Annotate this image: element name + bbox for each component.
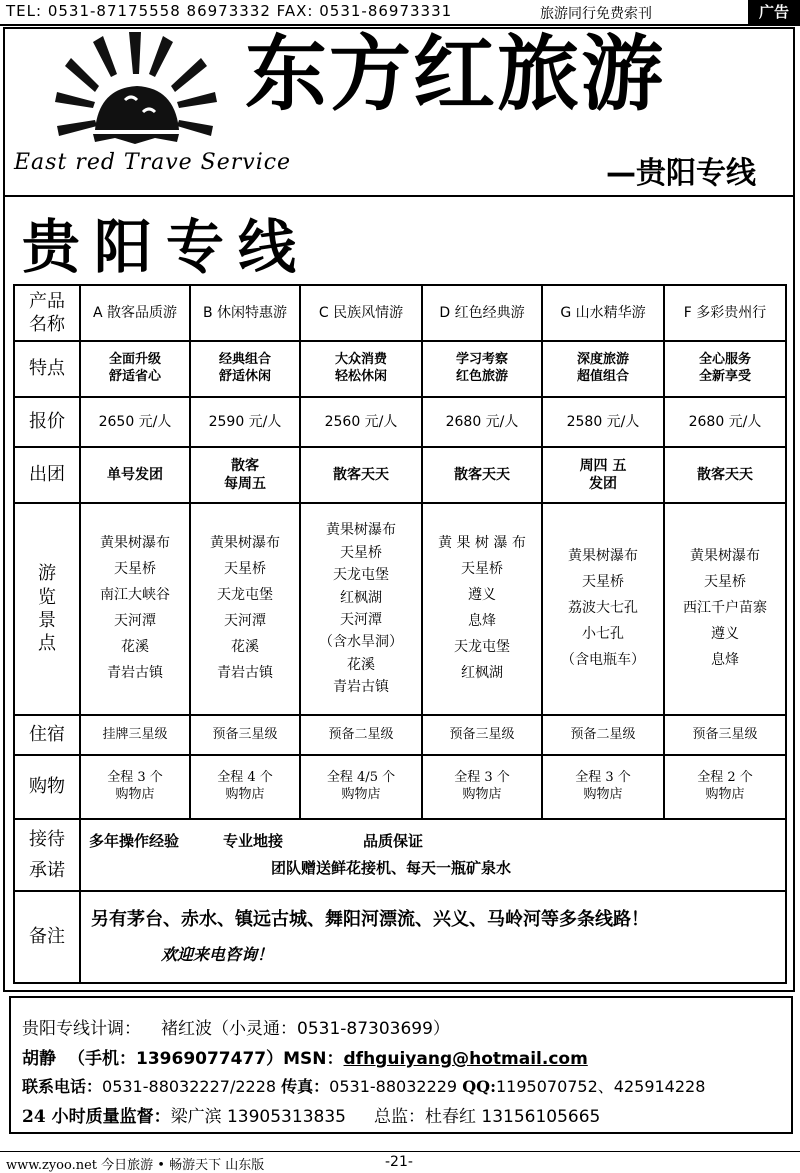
product-stay: 预备二星级	[542, 715, 664, 755]
product-shopping: 全程 3 个 购物店	[422, 755, 542, 819]
product-features: 全面升级 舒适省心	[80, 341, 190, 397]
contact-line-supervision: 24 小时质量监督：梁广滨 13905313835 总监：杜春红 13156105665	[22, 1107, 601, 1127]
product-shopping: 全程 3 个 购物店	[80, 755, 190, 819]
top-tagline: 旅游同行免费索刊	[540, 6, 652, 22]
route-table	[13, 284, 787, 984]
product-features: 大众消费 轻松休闲	[300, 341, 422, 397]
product-name-f: F 多彩贵州行	[664, 285, 786, 341]
product-name-c: C 民族风情游	[300, 285, 422, 341]
product-departure: 散客天天	[300, 447, 422, 503]
label-remarks: 备注	[14, 891, 80, 983]
product-name-b: B 休闲特惠游	[190, 285, 300, 341]
product-stay: 预备三星级	[422, 715, 542, 755]
product-departure: 散客天天	[422, 447, 542, 503]
product-price: 2680 元/人	[664, 397, 786, 447]
footer-divider	[0, 1151, 800, 1152]
product-price: 2560 元/人	[300, 397, 422, 447]
product-stay: 预备三星级	[190, 715, 300, 755]
product-shopping: 全程 3 个 购物店	[542, 755, 664, 819]
label-stay: 住宿	[14, 715, 80, 755]
product-spots: 黄果树瀑布 天星桥 南江大峡谷 天河潭 花溪 青岩古镇	[80, 503, 190, 715]
product-price: 2680 元/人	[422, 397, 542, 447]
label-price: 报价	[14, 397, 80, 447]
product-name-g: G 山水精华游	[542, 285, 664, 341]
product-departure: 散客 每周五	[190, 447, 300, 503]
product-spots: 黄果树瀑布 天星桥 天龙屯堡 红枫湖 天河潭 （含水旱洞） 花溪 青岩古镇	[300, 503, 422, 715]
product-name-d: D 红色经典游	[422, 285, 542, 341]
section-title: 贵阳专线	[22, 213, 311, 281]
table-row-remarks	[14, 891, 786, 983]
label-product-name: 产品 名称	[14, 285, 80, 341]
product-departure: 周四 五 发团	[542, 447, 664, 503]
header-divider	[5, 195, 793, 197]
product-stay: 挂牌三星级	[80, 715, 190, 755]
product-price: 2590 元/人	[190, 397, 300, 447]
table-row-departure	[14, 447, 786, 503]
product-name-a: A 散客品质游	[80, 285, 190, 341]
ad-label: 广告	[748, 0, 800, 24]
contact-line-hujing: 胡静 （手机：13969077477）MSN：dfhguiyang@hotmail.com	[22, 1049, 588, 1069]
label-shopping: 购物	[14, 755, 80, 819]
contact-line-phones: 联系电话：0531-88032227/2228 传真：0531-88032229 QQ:1195070752、425914228	[22, 1077, 706, 1096]
table-row-stay	[14, 715, 786, 755]
product-shopping: 全程 4 个 购物店	[190, 755, 300, 819]
top-contact-info: TEL: 0531-87175558 86973332 FAX: 0531-86973331	[6, 2, 453, 20]
product-features: 学习考察 红色旅游	[422, 341, 542, 397]
table-row-price	[14, 397, 786, 447]
label-features: 特点	[14, 341, 80, 397]
brand-subtitle: —贵阳专线	[606, 156, 756, 191]
product-features: 全心服务 全新享受	[664, 341, 786, 397]
msn-email: dfhguiyang@hotmail.com	[343, 1049, 588, 1069]
label-spots: 游 览 景 点	[14, 503, 80, 715]
product-stay: 预备三星级	[664, 715, 786, 755]
brand-english-name: East red Trave Service	[14, 150, 292, 175]
table-row-shopping	[14, 755, 786, 819]
table-row-commitment	[14, 819, 786, 891]
table-row-name	[14, 285, 786, 341]
contact-line-planner: 贵阳专线计调： 褚红波（小灵通：0531-87303699）	[22, 1019, 450, 1039]
product-shopping: 全程 2 个 购物店	[664, 755, 786, 819]
product-stay: 预备二星级	[300, 715, 422, 755]
product-spots: 黄果树瀑布 天星桥 天龙屯堡 天河潭 花溪 青岩古镇	[190, 503, 300, 715]
sun-logo-icon	[55, 30, 225, 155]
page-number: -21-	[385, 1154, 413, 1170]
table-row-spots	[14, 503, 786, 715]
product-spots: 黄果树瀑布 天星桥 荔波大七孔 小七孔 （含电瓶车）	[542, 503, 664, 715]
footer-text: www.zyoo.net 今日旅游 • 畅游天下 山东版	[6, 1158, 265, 1173]
product-departure: 散客天天	[664, 447, 786, 503]
product-price: 2580 元/人	[542, 397, 664, 447]
brand-title: 东方红旅游	[245, 27, 666, 122]
label-commitment: 接待 承诺	[14, 819, 80, 891]
label-departure: 出团	[14, 447, 80, 503]
product-spots: 黄 果 树 瀑 布 天星桥 遵义 息烽 天龙屯堡 红枫湖	[422, 503, 542, 715]
commitment-content: 多年操作经验 专业地接 品质保证 团队赠送鲜花接机、每天一瓶矿泉水	[80, 819, 786, 891]
product-features: 经典组合 舒适休闲	[190, 341, 300, 397]
table-row-features	[14, 341, 786, 397]
product-spots: 黄果树瀑布 天星桥 西江千户苗寨 遵义 息烽	[664, 503, 786, 715]
product-features: 深度旅游 超值组合	[542, 341, 664, 397]
product-departure: 单号发团	[80, 447, 190, 503]
product-price: 2650 元/人	[80, 397, 190, 447]
product-shopping: 全程 4/5 个 购物店	[300, 755, 422, 819]
remarks-content: 另有茅台、赤水、镇远古城、舞阳河漂流、兴义、马岭河等多条线路！ 欢迎来电咨询！	[80, 891, 786, 983]
